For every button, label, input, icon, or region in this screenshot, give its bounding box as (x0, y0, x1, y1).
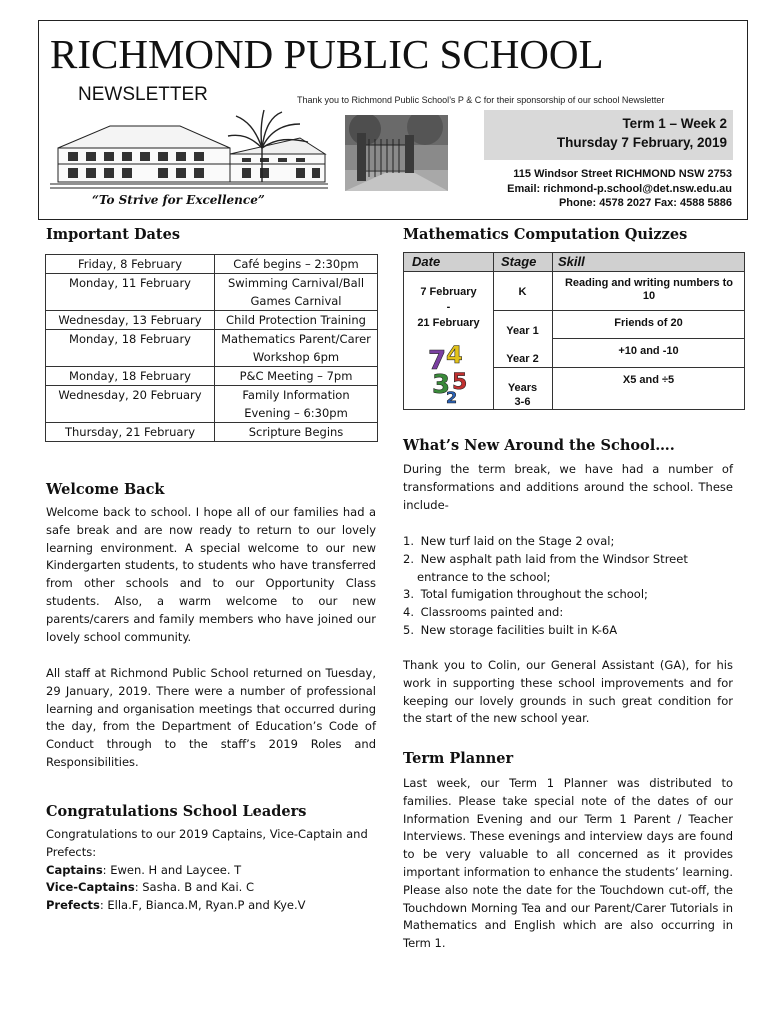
date-cell: Monday, 18 February (46, 367, 215, 386)
col-skill-header: Skill (558, 254, 585, 269)
date-cell: Wednesday, 20 February (46, 386, 215, 423)
vice-captains-line (46, 879, 376, 897)
leaders-heading: Congratulations School Leaders (46, 803, 307, 820)
school-address: 115 Windsor Street RICHMOND NSW 2753 (513, 168, 732, 180)
date-cell: Friday, 8 February (46, 255, 215, 274)
col-date-header: Date (412, 254, 441, 269)
event-cell: Scripture Begins (215, 423, 378, 442)
list-item: 2. New asphalt path laid from the Windsor Street entrance to the school; (403, 551, 688, 584)
event-cell: Swimming Carnival/Ball Games Carnival (215, 274, 378, 311)
event-cell: Child Protection Training (215, 311, 378, 330)
term-planner-paragraph: Last week, our Term 1 Planner was distributed to families. Please take special note of the dates of our Information Evening and our Term 1 Parent / Teacher Interviews. These evenings and interview days are found to be very valuable to all concerned as it provides important information to enhance the students’ learning. Please also note the date for the Touchdown cut-off, the Touchdown Morning Tea and our Parent/Carer Tutorials in Mathematics and English which are also occurring in Term 1. (403, 776, 733, 951)
prefects-line (46, 897, 376, 915)
event-cell: Café begins – 2:30pm (215, 255, 378, 274)
event-cell: Mathematics Parent/Carer Workshop 6pm (215, 330, 378, 367)
quiz-stage-years3-6: Years 3-6 (507, 382, 538, 408)
vice-captains-label: Vice-Captains (46, 880, 135, 895)
svg-text:4: 4 (446, 341, 463, 369)
captains-line (46, 862, 376, 880)
table-row (46, 423, 378, 442)
svg-text:3: 3 (432, 370, 451, 400)
captains-label: Captains (46, 862, 103, 877)
svg-text:2: 2 (446, 388, 458, 405)
table-row (46, 311, 378, 330)
list-item-text: New storage facilities built in K-6A (420, 622, 618, 637)
date-cell: Thursday, 21 February (46, 423, 215, 442)
quiz-stage-year2: Year 2 (506, 353, 539, 365)
vice-captains-names: : Sasha. B and Kai. C (134, 880, 254, 895)
date-cell: Wednesday, 13 February (46, 311, 215, 330)
quiz-date-to: 21 February (417, 317, 480, 329)
maths-quizzes-heading: Mathematics Computation Quizzes (403, 226, 688, 243)
list-item: 1. New turf laid on the Stage 2 oval; (403, 534, 615, 548)
school-motto: “To Strive for Excellence” (92, 193, 265, 207)
table-row (46, 330, 378, 367)
table-row (46, 367, 378, 386)
prefects-names: : Ella.F, Bianca.M, Ryan.P and Kye.V (99, 898, 306, 913)
captains-names: : Ewen. H and Laycee. T (102, 862, 242, 877)
list-item-text: New turf laid on the Stage 2 oval; (420, 534, 615, 548)
improvements-list (403, 533, 733, 640)
leaders-intro: Congratulations to our 2019 Captains, Vice-Captain and Prefects: (46, 827, 368, 859)
school-email: Email: richmond-p.school@det.nsw.edu.au (507, 182, 732, 195)
quiz-skill-k: Reading and writing numbers to 10 (564, 277, 734, 302)
newsletter-label: NEWSLETTER (78, 84, 208, 105)
contact-block (507, 167, 732, 211)
term-week: Term 1 – Week 2 (622, 116, 727, 131)
important-dates-table (45, 254, 378, 442)
term-date-box (484, 110, 733, 160)
leaders-block (46, 826, 376, 915)
list-item-text: Classrooms painted and: (420, 605, 564, 620)
school-gate-photo (345, 115, 448, 191)
quiz-stage-k: K (518, 286, 527, 298)
date-cell: Monday, 11 February (46, 274, 215, 311)
list-item: 4. Classrooms painted and: (403, 605, 564, 620)
row-divider (493, 310, 745, 311)
col-stage-header: Stage (501, 254, 537, 269)
prefects-label: Prefects (46, 898, 100, 913)
row-divider (552, 338, 745, 339)
table-row (46, 274, 378, 311)
table-row (46, 386, 378, 423)
list-item: 3. Total fumigation throughout the school; (403, 587, 648, 602)
list-item-text: Total fumigation throughout the school; (420, 587, 648, 602)
row-divider (493, 367, 745, 368)
important-dates-heading: Important Dates (46, 226, 181, 243)
welcome-paragraph-1: Welcome back to school. I hope all of our families had a safe break and are now ready to return to our lovely learning environment. A special welcome to our new Kindergarten students, to students who have transferred from other schools and to our Opportunity Class students. Also, a warm welcome to our new parents/carers and family members who have joined our lovely school community. (46, 505, 376, 644)
maths-quiz-table (403, 252, 745, 410)
school-phone-fax: Phone: 4578 2027 Fax: 4588 5886 (558, 197, 732, 209)
date-cell: Monday, 18 February (46, 330, 215, 367)
numbers-clipart-icon (426, 339, 474, 405)
quiz-skill-year2: +10 and -10 (618, 345, 679, 357)
school-name: RICHMOND PUBLIC SCHOOL (50, 31, 604, 77)
school-building-illustration (50, 108, 328, 190)
table-row (46, 255, 378, 274)
list-item: 5. New storage facilities built in K-6A (403, 622, 618, 637)
whats-new-heading: What’s New Around the School…. (403, 437, 675, 454)
quiz-stage-year1: Year 1 (506, 325, 539, 337)
issue-date: Thursday 7 February, 2019 (556, 135, 727, 150)
quiz-skill-years3-6: X5 and ÷5 (622, 374, 675, 386)
quiz-date-from: 7 February (420, 286, 477, 298)
whats-new-intro: During the term break, we have had a number of transformations and additions around the school. These include- (403, 462, 733, 512)
term-planner-heading: Term Planner (403, 750, 514, 767)
event-cell: P&C Meeting – 7pm (215, 367, 378, 386)
welcome-paragraph-2: All staff at Richmond Public School returned on Tuesday, 29 January, 2019. There were a number of professional learning and organisation meetings that occurred during the day, from the Department of Education’s Code of Conduct through to the staff’s 2019 Roles and Responsibilities. (46, 666, 376, 769)
quiz-skill-year1: Friends of 20 (614, 317, 683, 329)
ga-thanks-paragraph: Thank you to Colin, our General Assistant (GA), for his work in supporting these school improvements and for keeping our lovely grounds in such great condition for the start of the new school year. (403, 658, 733, 726)
svg-text:7: 7 (428, 346, 447, 376)
list-item-text: New asphalt path laid from the Windsor Street entrance to the school; (417, 551, 688, 584)
sponsor-thanks: Thank you to Richmond Public School’s P & C for their sponsorship of our school Newsletter (297, 95, 665, 105)
svg-text:5: 5 (452, 370, 468, 395)
event-cell: Family Information Evening – 6:30pm (215, 386, 378, 423)
welcome-heading: Welcome Back (46, 481, 165, 498)
quiz-date-dash: - (446, 301, 451, 313)
